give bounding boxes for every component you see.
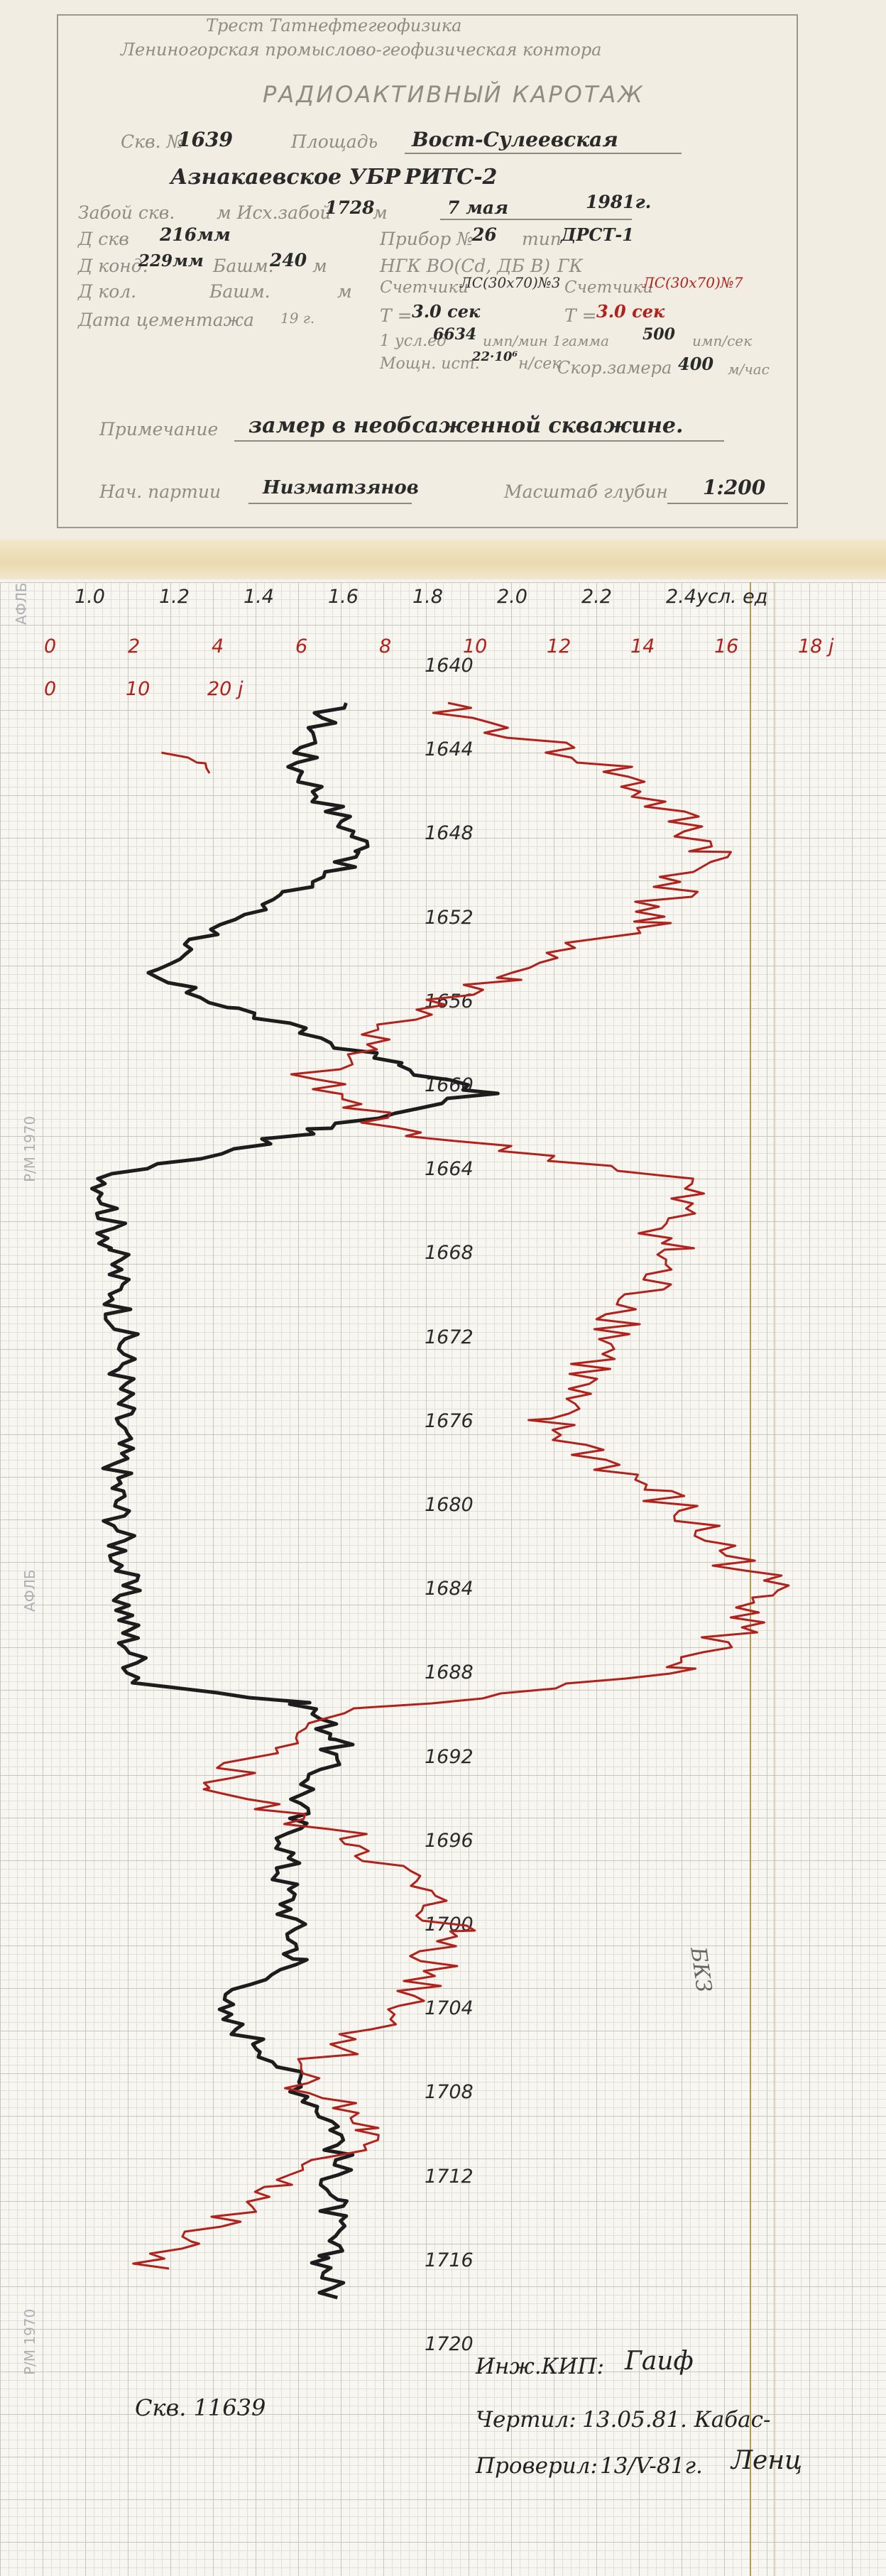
stamp-aflb-1: АФЛБ	[13, 582, 30, 625]
scale-black-label-1: 1.2	[159, 586, 190, 608]
depth-label-1652: 1652	[425, 906, 474, 929]
scale-red-low-label-0: 0	[44, 678, 57, 700]
depth-label-1684: 1684	[425, 1578, 474, 1600]
pribor-label: Прибор №	[380, 229, 474, 249]
speed-unit: м/час	[728, 361, 770, 378]
scale-red-low-label-2: 20 j	[207, 678, 244, 700]
m2-label: м	[337, 281, 352, 302]
scale-red-label-3: 6	[295, 635, 308, 657]
depth-label-1716: 1716	[425, 2249, 474, 2271]
depth-label-1692: 1692	[425, 1745, 474, 1768]
ngk-label: НГК ВО(Cd, ДБ В)	[380, 256, 551, 276]
scale-red-label-1: 2	[128, 635, 141, 657]
cement-year: 19 г.	[280, 310, 315, 327]
date-day: 7 мая	[447, 197, 508, 218]
zaboi-label: Забой скв.	[78, 202, 175, 223]
d-skv-value: 216мм	[160, 224, 231, 245]
usl-ed-label: 1 усл.ед	[380, 332, 447, 350]
scale-red-label-0: 0	[44, 635, 57, 657]
t1-value: 3.0 сек	[412, 301, 481, 322]
gk-curve-fragment	[161, 753, 209, 773]
depth-label-1676: 1676	[425, 1409, 474, 1432]
depth-label-1704: 1704	[425, 1997, 474, 2020]
checked-signature: Ленц	[731, 2446, 803, 2475]
depth-label-1664: 1664	[425, 1158, 474, 1181]
counters-label-ngk: Счетчики	[380, 278, 469, 297]
bkz-annotation: БКЗ	[685, 1945, 716, 1994]
bash2-label: Башм.	[209, 281, 270, 302]
depth-label-1656: 1656	[425, 990, 474, 1013]
counters-gk: ЛС(30х70)№7	[642, 274, 743, 291]
scale-label: Масштаб глубин	[504, 481, 668, 502]
scale-red-label-7: 14	[630, 635, 655, 657]
scale-black-label-2: 1.4	[244, 586, 274, 608]
t2-value: 3.0 сек	[596, 301, 665, 322]
speed-label: Скор.замера	[557, 358, 672, 378]
depth-label-1708: 1708	[425, 2081, 474, 2104]
depth-label-1688: 1688	[425, 1661, 474, 1684]
speed-value: 400	[678, 354, 714, 374]
well-label: Скв. №	[121, 131, 184, 152]
bash-value: 240	[270, 250, 307, 271]
org-name: Азнакаевское УБР	[170, 165, 401, 190]
imp-value: 500	[642, 325, 675, 344]
zaboi-mid-label: м Исх.забой	[217, 202, 332, 223]
engineer-label: Инж.КИП:	[476, 2354, 605, 2379]
ngk-curve	[92, 703, 498, 2298]
depth-label-1668: 1668	[425, 1242, 474, 1265]
scale-black-label-0: 1.0	[75, 586, 105, 608]
checked-label: Проверил:	[476, 2453, 598, 2479]
t2-label: Т =	[564, 305, 597, 326]
area-label: Площадь	[291, 131, 378, 152]
depth-label-1672: 1672	[425, 1326, 474, 1348]
office-name: Лениногорская промыслово-геофизическая контора	[121, 40, 602, 60]
bash-label: Башм.	[213, 256, 274, 276]
bash-unit: м	[312, 256, 327, 276]
d-kol-label: Д кол.	[78, 281, 137, 302]
scale-red-label-5: 10	[463, 635, 488, 657]
well-number: 1639	[177, 128, 233, 151]
drawn-value: 13.05.81. Кабас-	[582, 2407, 771, 2433]
scale-black-label-7: 2.4усл. ед	[666, 586, 768, 608]
depth-label-1640: 1640	[425, 655, 474, 677]
note-text: замер в необсаженной скважине.	[248, 413, 684, 438]
chief-name: Низматзянов	[263, 477, 419, 498]
cement-label: Дата цементажа	[78, 310, 254, 330]
stamp-aflb-2: АФЛБ	[21, 1569, 38, 1612]
imp-label: имп/мин 1гамма	[483, 332, 609, 349]
scale-red-label-9: 18 j	[798, 635, 834, 657]
tip-value: ДРСТ-1	[561, 224, 635, 245]
zaboi-value: 1728	[325, 197, 375, 218]
gk-label: ГК	[557, 256, 583, 276]
checked-date: 13/V-81г.	[600, 2453, 703, 2479]
pribor-number: 26	[472, 224, 497, 245]
mosh-unit: н/сек	[518, 355, 562, 373]
depth-label-1660: 1660	[425, 1074, 474, 1096]
zaboi-unit: м	[373, 202, 388, 223]
engineer-signature: Гаиф	[625, 2347, 694, 2376]
depth-label-1648: 1648	[425, 822, 474, 845]
tip-label: тип	[522, 229, 562, 249]
counters-ngk: ЛС(30х70)№3	[460, 274, 561, 291]
chief-label: Нач. партии	[99, 481, 222, 502]
d-kond-value: 229мм	[138, 251, 204, 271]
depth-label-1644: 1644	[425, 738, 474, 761]
scale-black-label-5: 2.0	[497, 586, 527, 608]
mosh-value: 22·10⁶	[472, 349, 518, 364]
depth-label-1700: 1700	[425, 1914, 474, 1936]
trust-name: Трест Татнефтегеофизика	[206, 16, 462, 36]
area-value: Вост-Сулеевская	[412, 128, 618, 151]
scale-red-low-label-1: 10	[126, 678, 151, 700]
note-label: Примечание	[99, 419, 219, 440]
d-kond-label: Д конд.	[78, 256, 148, 276]
scale-black-label-3: 1.6	[328, 586, 359, 608]
depth-label-1720: 1720	[425, 2333, 474, 2355]
depth-label-1712: 1712	[425, 2165, 474, 2188]
crew-name: РИТС-2	[405, 165, 498, 190]
depth-label-1680: 1680	[425, 1494, 474, 1516]
date-year: 1981г.	[586, 192, 652, 212]
scale-red-label-8: 16	[714, 635, 739, 657]
scale-value: 1:200	[703, 476, 766, 499]
scale-black-label-6: 2.2	[581, 586, 612, 608]
log-title: РАДИОАКТИВНЫЙ КАРОТАЖ	[263, 81, 645, 108]
scale-red-label-2: 4	[212, 635, 224, 657]
t1-label: Т =	[380, 305, 412, 326]
imp-unit: имп/сек	[692, 332, 753, 349]
footer-well: Скв. 11639	[135, 2394, 266, 2421]
d-skv-label: Д скв	[78, 229, 129, 249]
scale-red-label-6: 12	[547, 635, 571, 657]
drawn-label: Чертил:	[476, 2407, 576, 2433]
scale-red-label-4: 8	[379, 635, 392, 657]
stamp-rm-1: Р/М 1970	[21, 1115, 38, 1182]
usl-ed-value: 6634	[433, 325, 477, 344]
mosh-label: Мощн. ист.	[380, 355, 480, 373]
stamp-rm-2: Р/М 1970	[21, 2308, 38, 2375]
scale-black-label-4: 1.8	[412, 586, 443, 608]
counters-label-gk: Счетчики	[564, 278, 653, 297]
depth-label-1696: 1696	[425, 1829, 474, 1852]
